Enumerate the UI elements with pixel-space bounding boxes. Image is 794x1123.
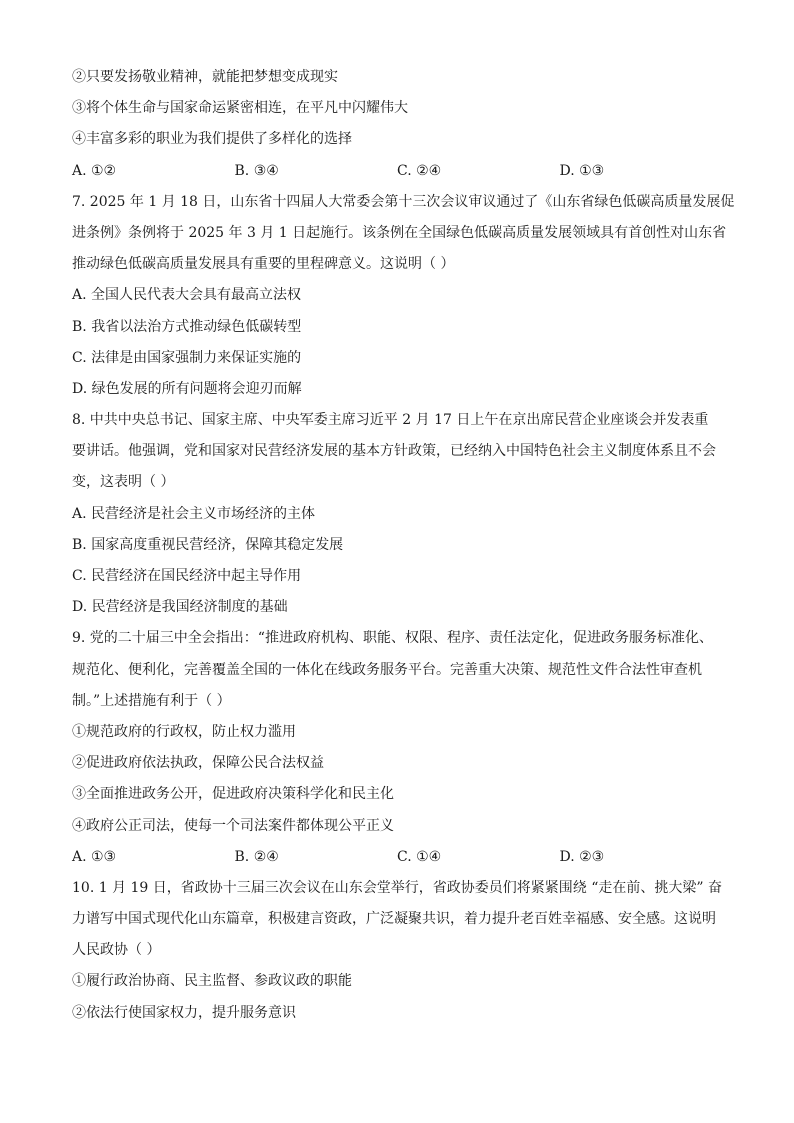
q10-item-2: ②依法行使国家权力，提升服务意识 (72, 1004, 296, 1021)
q8-option-c: C. 民营经济在国民经济中起主导作用 (72, 568, 302, 584)
q9-option-c: C. ①④ (397, 848, 442, 865)
q7-option-d: D. 绿色发展的所有问题将会迎刃而解 (72, 380, 302, 397)
q6-option-b: B. ③④ (234, 162, 279, 179)
q9-stem-line-3: 制。”上述措施有利于（ ） (72, 692, 231, 709)
q10-stem-line-2: 力谱写中国式现代化山东篇章，积极建言资政，广泛凝聚共识，着力提升老百姓幸福感、安全感。这说明 (72, 911, 716, 928)
q9-item-4: ④政府公正司法，使每一个司法案件都体现公平正义 (72, 817, 394, 834)
q10-stem-line-3: 人民政协（ ） (72, 942, 161, 959)
q9-stem-line-2: 规范化、便利化，完善覆盖全国的一体化在线政务服务平台。完善重大决策、规范性文件合法性审查机 (72, 661, 702, 678)
q7-option-a: A. 全国人民代表大会具有最高立法权 (72, 287, 302, 304)
q9-item-3: ③全面推进政务公开，促进政府决策科学化和民主化 (72, 786, 394, 803)
q6-option-d: D. ①③ (559, 162, 605, 179)
q6-item-2: ②只要发扬敬业精神，就能把梦想变成现实 (72, 69, 338, 85)
exam-page (72, 62, 735, 1029)
q9-option-b: B. ②④ (234, 848, 279, 865)
q9-item-1: ①规范政府的行政权，防止权力滥用 (72, 723, 296, 740)
q9-stem-line-1: 9. 党的二十届三中全会指出：“推进政府机构、职能、权限、程序、责任法定化，促进政务服务标准化、 (72, 630, 713, 647)
q9-option-d: D. ②③ (559, 848, 605, 865)
q6-option-a: A. ①② (72, 162, 117, 179)
q8-option-a: A. 民营经济是社会主义市场经济的主体 (72, 505, 316, 522)
q9-options (72, 842, 722, 873)
q7-stem-line-2: 进条例》条例将于 2025 年 3 月 1 日起施行。该条例在全国绿色低碳高质量发展领域具有首创性对山东省 (72, 224, 727, 241)
q8-option-b: B. 国家高度重视民营经济，保障其稳定发展 (72, 536, 344, 553)
q10-item-1: ①履行政治协商、民主监督、参政议政的职能 (72, 973, 352, 990)
q8-option-d: D. 民营经济是我国经济制度的基础 (72, 599, 288, 616)
q6-option-c: C. ②④ (397, 162, 442, 179)
q6-item-4: ④丰富多彩的职业为我们提供了多样化的选择 (72, 131, 352, 148)
q6-options (72, 156, 722, 187)
q9-option-a: A. ①③ (72, 848, 117, 865)
q7-option-c: C. 法律是由国家强制力来保证实施的 (72, 349, 302, 366)
q8-stem-line-1: 8. 中共中央总书记、国家主席、中央军委主席习近平 2 月 17 日上午在京出席民营企业座谈会并发表重 (72, 412, 709, 429)
q10-stem-line-1: 10. 1 月 19 日，省政协十三届三次会议在山东会堂举行，省政协委员们将紧紧围绕 “走在前、挑大梁” 奋 (72, 879, 722, 896)
q9-item-2: ②促进政府依法执政，保障公民合法权益 (72, 755, 324, 772)
q8-stem-line-3: 变，这表明（ ） (72, 474, 175, 491)
q8-stem-line-2: 要讲话。他强调，党和国家对民营经济发展的基本方针政策，已经纳入中国特色社会主义制度体系且不会 (72, 443, 716, 460)
q7-stem-line-3: 推动绿色低碳高质量发展具有重要的里程碑意义。这说明（ ） (72, 256, 455, 273)
q6-item-3: ③将个体生命与国家命运紧密相连，在平凡中闪耀伟大 (72, 100, 408, 117)
q7-option-b: B. 我省以法治方式推动绿色低碳转型 (72, 318, 302, 335)
q7-stem-line-1: 7. 2025 年 1 月 18 日，山东省十四届人大常委会第十三次会议审议通过了《山东省绿色低碳高质量发展促 (72, 193, 735, 210)
